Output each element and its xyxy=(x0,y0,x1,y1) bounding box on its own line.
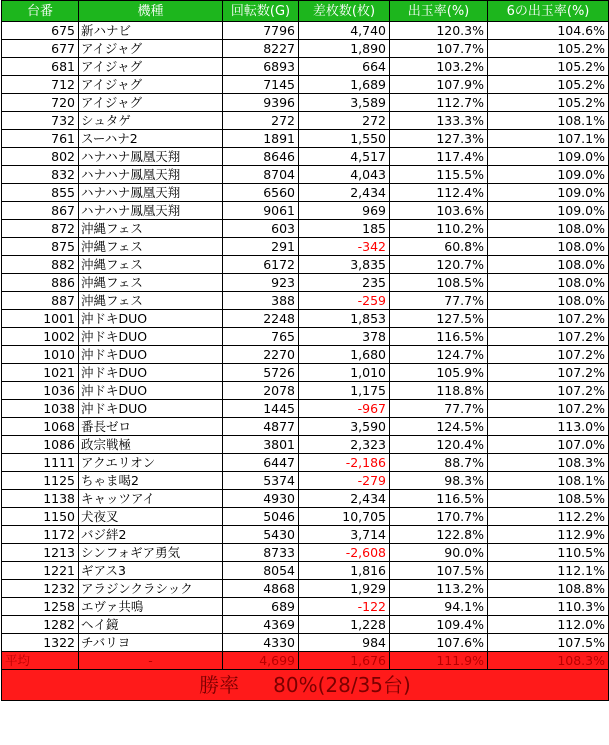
row-machine-number: 1001 xyxy=(2,310,79,328)
row-payout: 88.7% xyxy=(390,454,488,472)
table-row xyxy=(2,346,609,364)
row-machine-name: 沖ドキDUO xyxy=(79,382,223,400)
table-row xyxy=(2,310,609,328)
row-coin-diff: 1,175 xyxy=(299,382,390,400)
row-machine-name: 沖縄フェス xyxy=(79,238,223,256)
row-setting6-payout: 112.1% xyxy=(488,562,609,580)
row-machine-name: アイジャグ xyxy=(79,94,223,112)
row-spins: 5430 xyxy=(223,526,299,544)
row-machine-name: ハナハナ鳳凰天翔 xyxy=(79,202,223,220)
row-coin-diff: 1,689 xyxy=(299,76,390,94)
row-spins: 603 xyxy=(223,220,299,238)
table-row xyxy=(2,526,609,544)
row-setting6-payout: 108.8% xyxy=(488,580,609,598)
row-machine-name: キャッツアイ xyxy=(79,490,223,508)
row-spins: 5726 xyxy=(223,364,299,382)
row-machine-number: 802 xyxy=(2,148,79,166)
row-machine-number: 1002 xyxy=(2,328,79,346)
table-row xyxy=(2,364,609,382)
row-spins: 2078 xyxy=(223,382,299,400)
row-spins: 8704 xyxy=(223,166,299,184)
row-setting6-payout: 113.0% xyxy=(488,418,609,436)
header-machine-number: 台番 xyxy=(2,1,79,22)
row-payout: 90.0% xyxy=(390,544,488,562)
row-payout: 109.4% xyxy=(390,616,488,634)
row-spins: 6560 xyxy=(223,184,299,202)
row-machine-number: 1021 xyxy=(2,364,79,382)
table-row xyxy=(2,238,609,256)
row-spins: 8054 xyxy=(223,562,299,580)
row-machine-name: シンフォギア勇気 xyxy=(79,544,223,562)
row-machine-number: 875 xyxy=(2,238,79,256)
row-machine-name: バジ絆2 xyxy=(79,526,223,544)
row-machine-number: 832 xyxy=(2,166,79,184)
row-machine-number: 1086 xyxy=(2,436,79,454)
row-machine-name: スーハナ2 xyxy=(79,130,223,148)
row-setting6-payout: 105.2% xyxy=(488,94,609,112)
row-setting6-payout: 108.3% xyxy=(488,454,609,472)
header-spins: 回転数(G) xyxy=(223,1,299,22)
row-machine-name: ハナハナ鳳凰天翔 xyxy=(79,148,223,166)
table-row xyxy=(2,616,609,634)
table-row xyxy=(2,472,609,490)
row-payout: 112.7% xyxy=(390,94,488,112)
row-payout: 122.8% xyxy=(390,526,488,544)
row-machine-name: 沖縄フェス xyxy=(79,256,223,274)
row-setting6-payout: 109.0% xyxy=(488,148,609,166)
table-row xyxy=(2,328,609,346)
row-machine-name: シュタゲ xyxy=(79,112,223,130)
table-row xyxy=(2,112,609,130)
row-machine-name: 犬夜叉 xyxy=(79,508,223,526)
row-payout: 127.3% xyxy=(390,130,488,148)
row-coin-diff: 2,434 xyxy=(299,490,390,508)
row-setting6-payout: 105.2% xyxy=(488,58,609,76)
row-coin-diff: 272 xyxy=(299,112,390,130)
row-spins: 923 xyxy=(223,274,299,292)
table-row xyxy=(2,292,609,310)
row-coin-diff: -259 xyxy=(299,292,390,310)
row-payout: 120.4% xyxy=(390,436,488,454)
row-payout: 133.3% xyxy=(390,112,488,130)
win-rate-cell xyxy=(2,670,609,701)
average-label: 平均 xyxy=(2,652,79,670)
row-payout: 120.7% xyxy=(390,256,488,274)
row-machine-name: 沖ドキDUO xyxy=(79,346,223,364)
row-setting6-payout: 112.0% xyxy=(488,616,609,634)
table-row xyxy=(2,400,609,418)
table-row xyxy=(2,148,609,166)
row-setting6-payout: 107.1% xyxy=(488,130,609,148)
average-six: 108.3% xyxy=(488,652,609,670)
row-setting6-payout: 108.0% xyxy=(488,256,609,274)
row-spins: 4868 xyxy=(223,580,299,598)
row-coin-diff: 1,890 xyxy=(299,40,390,58)
row-payout: 120.3% xyxy=(390,22,488,40)
row-setting6-payout: 108.1% xyxy=(488,112,609,130)
row-machine-name: 沖縄フェス xyxy=(79,274,223,292)
row-machine-name: アイジャグ xyxy=(79,76,223,94)
row-spins: 4330 xyxy=(223,634,299,652)
row-machine-number: 1068 xyxy=(2,418,79,436)
row-payout: 77.7% xyxy=(390,400,488,418)
win-rate-label: 勝率 xyxy=(199,672,240,697)
row-machine-number: 886 xyxy=(2,274,79,292)
row-machine-number: 1213 xyxy=(2,544,79,562)
row-machine-number: 732 xyxy=(2,112,79,130)
row-coin-diff: -342 xyxy=(299,238,390,256)
win-rate-value: 80%(28/35台) xyxy=(273,672,411,697)
table-row xyxy=(2,382,609,400)
row-spins: 9061 xyxy=(223,202,299,220)
row-spins: 388 xyxy=(223,292,299,310)
row-machine-name: 沖縄フェス xyxy=(79,292,223,310)
row-coin-diff: 1,228 xyxy=(299,616,390,634)
row-machine-name: ハナハナ鳳凰天翔 xyxy=(79,166,223,184)
table-row xyxy=(2,58,609,76)
row-payout: 98.3% xyxy=(390,472,488,490)
row-payout: 170.7% xyxy=(390,508,488,526)
row-coin-diff: 984 xyxy=(299,634,390,652)
table-body xyxy=(2,22,609,652)
row-payout: 103.6% xyxy=(390,202,488,220)
average-spins: 4,699 xyxy=(223,652,299,670)
row-spins: 4369 xyxy=(223,616,299,634)
row-machine-number: 887 xyxy=(2,292,79,310)
row-coin-diff: 3,835 xyxy=(299,256,390,274)
row-machine-number: 867 xyxy=(2,202,79,220)
row-machine-number: 1172 xyxy=(2,526,79,544)
row-machine-name: ギアス3 xyxy=(79,562,223,580)
row-coin-diff: 2,434 xyxy=(299,184,390,202)
row-machine-name: 沖ドキDUO xyxy=(79,310,223,328)
row-setting6-payout: 107.2% xyxy=(488,364,609,382)
row-spins: 4877 xyxy=(223,418,299,436)
row-payout: 127.5% xyxy=(390,310,488,328)
row-coin-diff: 4,740 xyxy=(299,22,390,40)
row-spins: 3801 xyxy=(223,436,299,454)
row-payout: 60.8% xyxy=(390,238,488,256)
row-setting6-payout: 107.5% xyxy=(488,634,609,652)
row-setting6-payout: 105.2% xyxy=(488,40,609,58)
row-machine-name: 沖ドキDUO xyxy=(79,400,223,418)
row-spins: 689 xyxy=(223,598,299,616)
row-spins: 8646 xyxy=(223,148,299,166)
table-row xyxy=(2,220,609,238)
header-machine-name: 機種 xyxy=(79,1,223,22)
row-machine-number: 1111 xyxy=(2,454,79,472)
row-payout: 113.2% xyxy=(390,580,488,598)
row-machine-name: アラジンクラシック xyxy=(79,580,223,598)
row-coin-diff: 3,714 xyxy=(299,526,390,544)
row-machine-name: 政宗戦極 xyxy=(79,436,223,454)
row-setting6-payout: 107.2% xyxy=(488,382,609,400)
row-spins: 8733 xyxy=(223,544,299,562)
table-row xyxy=(2,598,609,616)
row-machine-number: 1282 xyxy=(2,616,79,634)
row-setting6-payout: 112.9% xyxy=(488,526,609,544)
row-coin-diff: 1,929 xyxy=(299,580,390,598)
row-coin-diff: 1,816 xyxy=(299,562,390,580)
row-coin-diff: 185 xyxy=(299,220,390,238)
row-machine-number: 1258 xyxy=(2,598,79,616)
row-machine-name: 番長ゼロ xyxy=(79,418,223,436)
row-payout: 105.9% xyxy=(390,364,488,382)
table-row xyxy=(2,94,609,112)
average-row xyxy=(2,652,609,670)
row-payout: 94.1% xyxy=(390,598,488,616)
row-machine-number: 1036 xyxy=(2,382,79,400)
row-coin-diff: -2,186 xyxy=(299,454,390,472)
row-payout: 108.5% xyxy=(390,274,488,292)
row-payout: 103.2% xyxy=(390,58,488,76)
row-payout: 116.5% xyxy=(390,490,488,508)
row-machine-name: ヘイ鏡 xyxy=(79,616,223,634)
row-machine-number: 1010 xyxy=(2,346,79,364)
row-spins: 5046 xyxy=(223,508,299,526)
row-setting6-payout: 104.6% xyxy=(488,22,609,40)
row-coin-diff: 4,517 xyxy=(299,148,390,166)
row-payout: 110.2% xyxy=(390,220,488,238)
row-payout: 107.7% xyxy=(390,40,488,58)
row-spins: 1891 xyxy=(223,130,299,148)
table-row xyxy=(2,166,609,184)
row-machine-name: ちゃま喝2 xyxy=(79,472,223,490)
row-coin-diff: 1,010 xyxy=(299,364,390,382)
row-machine-number: 720 xyxy=(2,94,79,112)
row-machine-number: 677 xyxy=(2,40,79,58)
row-payout: 115.5% xyxy=(390,166,488,184)
row-machine-number: 1232 xyxy=(2,580,79,598)
table-row xyxy=(2,40,609,58)
average-name: - xyxy=(79,652,223,670)
table-row xyxy=(2,418,609,436)
row-setting6-payout: 107.2% xyxy=(488,400,609,418)
row-machine-number: 712 xyxy=(2,76,79,94)
results-table xyxy=(1,0,609,701)
row-setting6-payout: 109.0% xyxy=(488,184,609,202)
header-payout: 出玉率(%) xyxy=(390,1,488,22)
row-payout: 107.6% xyxy=(390,634,488,652)
row-setting6-payout: 108.5% xyxy=(488,490,609,508)
row-spins: 7145 xyxy=(223,76,299,94)
row-setting6-payout: 112.2% xyxy=(488,508,609,526)
row-machine-name: 沖ドキDUO xyxy=(79,364,223,382)
row-spins: 291 xyxy=(223,238,299,256)
table-row xyxy=(2,580,609,598)
row-payout: 77.7% xyxy=(390,292,488,310)
row-spins: 9396 xyxy=(223,94,299,112)
row-machine-name: ハナハナ鳳凰天翔 xyxy=(79,184,223,202)
table-row xyxy=(2,202,609,220)
row-machine-name: アイジャグ xyxy=(79,58,223,76)
row-machine-number: 761 xyxy=(2,130,79,148)
row-setting6-payout: 108.0% xyxy=(488,274,609,292)
row-machine-name: アイジャグ xyxy=(79,40,223,58)
table-row xyxy=(2,436,609,454)
header-coin-diff: 差枚数(枚) xyxy=(299,1,390,22)
row-setting6-payout: 108.0% xyxy=(488,238,609,256)
row-machine-name: チバリヨ xyxy=(79,634,223,652)
row-machine-number: 681 xyxy=(2,58,79,76)
row-spins: 2248 xyxy=(223,310,299,328)
row-coin-diff: 664 xyxy=(299,58,390,76)
row-setting6-payout: 107.2% xyxy=(488,346,609,364)
row-coin-diff: 969 xyxy=(299,202,390,220)
table-row xyxy=(2,274,609,292)
row-setting6-payout: 108.0% xyxy=(488,220,609,238)
row-payout: 107.5% xyxy=(390,562,488,580)
row-spins: 7796 xyxy=(223,22,299,40)
row-setting6-payout: 107.2% xyxy=(488,328,609,346)
table-row xyxy=(2,184,609,202)
row-machine-name: 新ハナビ xyxy=(79,22,223,40)
row-payout: 124.7% xyxy=(390,346,488,364)
row-machine-number: 1322 xyxy=(2,634,79,652)
row-setting6-payout: 105.2% xyxy=(488,76,609,94)
row-spins: 5374 xyxy=(223,472,299,490)
row-machine-number: 1138 xyxy=(2,490,79,508)
row-machine-number: 1150 xyxy=(2,508,79,526)
row-spins: 4930 xyxy=(223,490,299,508)
row-spins: 6172 xyxy=(223,256,299,274)
table-row xyxy=(2,454,609,472)
row-coin-diff: 4,043 xyxy=(299,166,390,184)
header-row xyxy=(2,1,609,22)
table-row xyxy=(2,544,609,562)
row-coin-diff: 3,589 xyxy=(299,94,390,112)
row-machine-number: 1125 xyxy=(2,472,79,490)
row-coin-diff: 2,323 xyxy=(299,436,390,454)
row-coin-diff: 3,590 xyxy=(299,418,390,436)
row-setting6-payout: 107.2% xyxy=(488,310,609,328)
row-coin-diff: 378 xyxy=(299,328,390,346)
row-setting6-payout: 108.0% xyxy=(488,292,609,310)
row-coin-diff: 235 xyxy=(299,274,390,292)
average-diff: 1,676 xyxy=(299,652,390,670)
row-spins: 765 xyxy=(223,328,299,346)
row-machine-number: 882 xyxy=(2,256,79,274)
header-setting6-payout: 6の出玉率(%) xyxy=(488,1,609,22)
table-row xyxy=(2,22,609,40)
row-spins: 8227 xyxy=(223,40,299,58)
row-payout: 112.4% xyxy=(390,184,488,202)
win-rate-row xyxy=(2,670,609,701)
row-spins: 6893 xyxy=(223,58,299,76)
table-row xyxy=(2,256,609,274)
row-coin-diff: -122 xyxy=(299,598,390,616)
row-machine-name: エヴァ共鳴 xyxy=(79,598,223,616)
row-spins: 272 xyxy=(223,112,299,130)
row-setting6-payout: 107.0% xyxy=(488,436,609,454)
row-machine-number: 675 xyxy=(2,22,79,40)
row-coin-diff: 10,705 xyxy=(299,508,390,526)
row-coin-diff: -967 xyxy=(299,400,390,418)
row-payout: 117.4% xyxy=(390,148,488,166)
row-coin-diff: 1,853 xyxy=(299,310,390,328)
row-machine-number: 855 xyxy=(2,184,79,202)
row-machine-name: 沖ドキDUO xyxy=(79,328,223,346)
row-spins: 2270 xyxy=(223,346,299,364)
row-payout: 118.8% xyxy=(390,382,488,400)
row-payout: 124.5% xyxy=(390,418,488,436)
row-spins: 1445 xyxy=(223,400,299,418)
row-setting6-payout: 108.1% xyxy=(488,472,609,490)
row-coin-diff: 1,550 xyxy=(299,130,390,148)
table-row xyxy=(2,634,609,652)
row-setting6-payout: 110.3% xyxy=(488,598,609,616)
average-payout: 111.9% xyxy=(390,652,488,670)
row-machine-number: 872 xyxy=(2,220,79,238)
table-row xyxy=(2,130,609,148)
row-setting6-payout: 110.5% xyxy=(488,544,609,562)
row-coin-diff: -279 xyxy=(299,472,390,490)
row-payout: 116.5% xyxy=(390,328,488,346)
table-row xyxy=(2,490,609,508)
row-machine-name: 沖縄フェス xyxy=(79,220,223,238)
row-setting6-payout: 109.0% xyxy=(488,166,609,184)
row-coin-diff: 1,680 xyxy=(299,346,390,364)
table-row xyxy=(2,76,609,94)
row-spins: 6447 xyxy=(223,454,299,472)
table-row xyxy=(2,508,609,526)
row-machine-number: 1038 xyxy=(2,400,79,418)
row-payout: 107.9% xyxy=(390,76,488,94)
table-row xyxy=(2,562,609,580)
row-setting6-payout: 109.0% xyxy=(488,202,609,220)
row-coin-diff: -2,608 xyxy=(299,544,390,562)
row-machine-name: アクエリオン xyxy=(79,454,223,472)
row-machine-number: 1221 xyxy=(2,562,79,580)
